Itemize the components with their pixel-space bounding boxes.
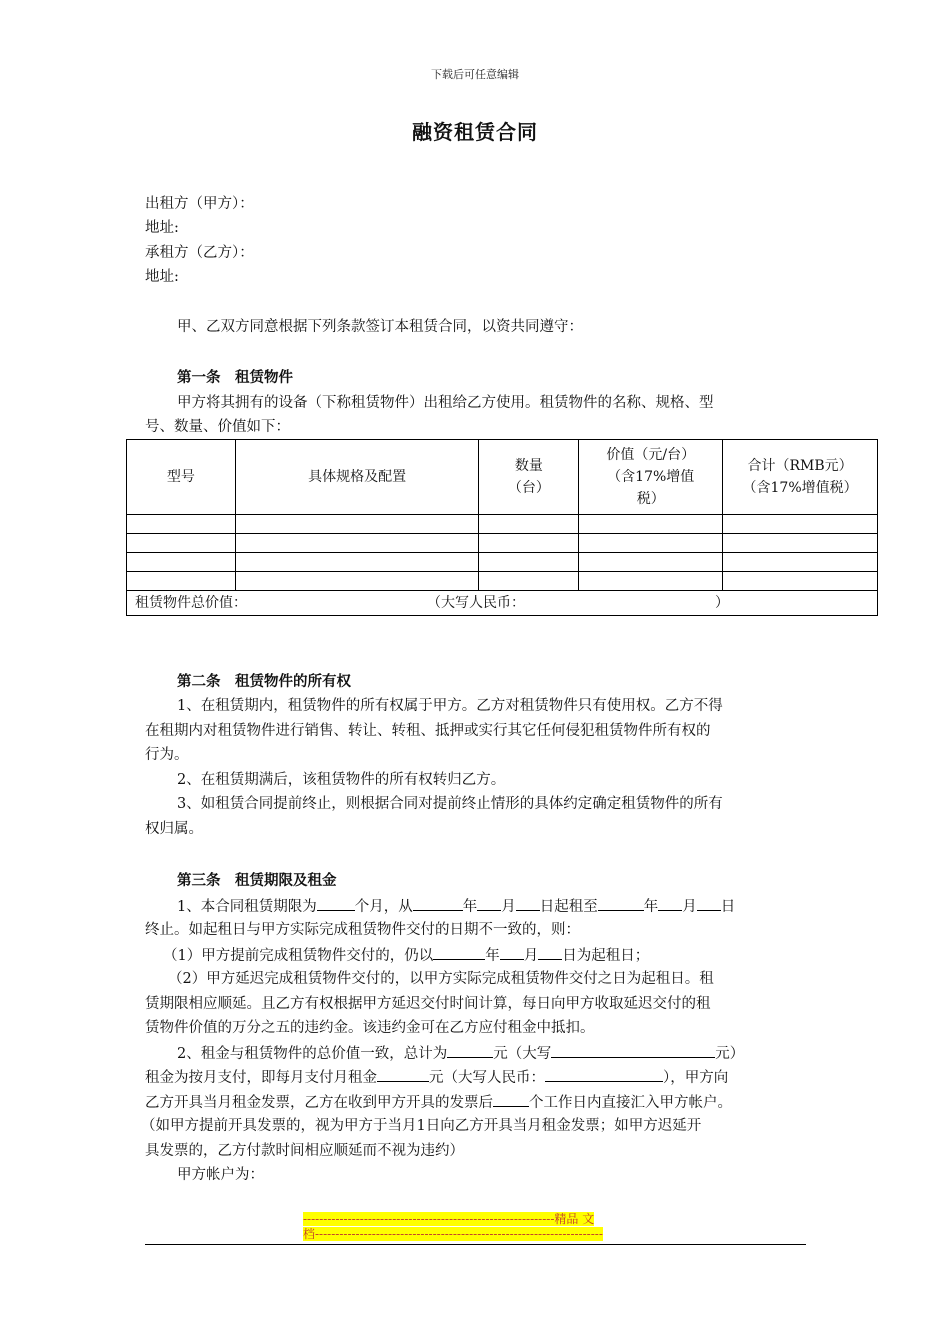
preamble: 甲、乙双方同意根据下列条款签订本租赁合同，以资共同遵守： bbox=[177, 319, 583, 335]
blank-lease-day[interactable] bbox=[538, 943, 562, 960]
article-2-text-5: 3、如租赁合同提前终止，则根据合同对提前终止情形的具体约定确定租赁物件的所有 bbox=[177, 796, 723, 812]
blank-start-year[interactable] bbox=[413, 894, 463, 911]
blank-monthly-rent[interactable] bbox=[377, 1065, 429, 1082]
blank-total-amount[interactable] bbox=[447, 1041, 493, 1058]
col-total-header: 合计（RMB元） （含17%增值税） bbox=[723, 440, 878, 515]
article-2-text-4: 2、在租赁期满后，该租赁物件的所有权转归乙方。 bbox=[177, 772, 506, 788]
lessor-address-label: 地址: bbox=[145, 220, 179, 236]
document-title: 融资租赁合同 bbox=[412, 120, 538, 144]
blank-working-days[interactable] bbox=[493, 1090, 529, 1107]
article-3-text-12: 甲方帐户为： bbox=[177, 1167, 264, 1183]
blank-start-month[interactable] bbox=[477, 894, 501, 911]
col-qty-header: 数量 （台） bbox=[479, 440, 579, 515]
lessee-label: 承租方（乙方）： bbox=[145, 245, 254, 261]
total-value-label: 租赁物件总价值： bbox=[135, 595, 247, 611]
blank-lease-month[interactable] bbox=[500, 943, 524, 960]
blank-end-day[interactable] bbox=[697, 894, 721, 911]
article-2-heading: 第二条 租赁物件的所有权 bbox=[177, 673, 351, 690]
total-words-open: （大写人民币： bbox=[427, 595, 525, 611]
total-value-cell[interactable] bbox=[127, 591, 878, 616]
blank-end-year[interactable] bbox=[598, 894, 644, 911]
table-row bbox=[127, 553, 878, 572]
footer-line-1: --------------------------------------------------------------精品 文 bbox=[303, 1212, 595, 1226]
article-1-heading: 第一条 租赁物件 bbox=[177, 369, 293, 386]
footer-watermark bbox=[303, 1212, 648, 1242]
article-3-text-2: 终止。如起租日与甲方实际完成租赁物件交付的日期不一致的，则： bbox=[145, 922, 580, 938]
article-3-text-11: 具发票的，乙方付款时间相应顺延而不视为违约） bbox=[145, 1143, 464, 1159]
table-header-row bbox=[127, 440, 878, 515]
article-3-text-10: （如甲方提前开具发票的，视为甲方于当月1日向乙方开具当月租金发票；如甲方迟延开 bbox=[141, 1118, 702, 1134]
article-3-text-9: 乙方开具当月租金发票，乙方在收到甲方开具的发票后 个工作日内直接汇入甲方帐户。 bbox=[145, 1090, 732, 1115]
article-2-text-1: 1、在租赁期内，租赁物件的所有权属于甲方。乙方对租赁物件只有使用权。乙方不得 bbox=[177, 698, 723, 714]
col-price-header: 价值（元/台） （含17%增值 税） bbox=[579, 440, 723, 515]
blank-total-words[interactable] bbox=[551, 1041, 715, 1058]
table-total-row bbox=[127, 591, 878, 616]
article-2-text-6: 权归属。 bbox=[145, 821, 203, 837]
article-3-text-3: （1）甲方提前完成租赁物件交付的，仍以 年 月 日为起租日； bbox=[163, 943, 649, 968]
article-3-text-8: 租金为按月支付，即每月支付月租金 元（大写人民币： ），甲方向 bbox=[145, 1065, 728, 1090]
blank-end-month[interactable] bbox=[658, 894, 682, 911]
article-3-text-7: 2、租金与租赁物件的总价值一致，总计为 元（大写 元） bbox=[177, 1041, 744, 1066]
article-3-text-5: 赁期限相应顺延。且乙方有权根据甲方延迟交付时间计算，每日向甲方收取延迟交付的租 bbox=[145, 996, 711, 1012]
blank-months[interactable] bbox=[317, 894, 355, 911]
table-row bbox=[127, 534, 878, 553]
total-words-close: ） bbox=[715, 595, 729, 611]
article-1-text-2: 号、数量、价值如下： bbox=[145, 419, 290, 435]
blank-lease-year[interactable] bbox=[433, 943, 485, 960]
article-3-heading: 第三条 租赁期限及租金 bbox=[177, 872, 337, 889]
article-1-text-1: 甲方将其拥有的设备（下称租赁物件）出租给乙方使用。租赁物件的名称、规格、型 bbox=[177, 395, 714, 411]
article-3-text-4: （2）甲方延迟完成租赁物件交付的，以甲方实际完成租赁物件交付之日为起租日。租 bbox=[168, 971, 714, 987]
table-row bbox=[127, 572, 878, 591]
lessee-address-label: 地址: bbox=[145, 269, 179, 285]
col-model-header: 型号 bbox=[127, 440, 236, 515]
leased-items-table bbox=[126, 439, 878, 616]
blank-monthly-rent-words[interactable] bbox=[545, 1065, 663, 1082]
article-2-text-2: 在租期内对租赁物件进行销售、转让、转租、抵押或实行其它任何侵犯租赁物件所有权的 bbox=[145, 723, 711, 739]
table-row bbox=[127, 515, 878, 534]
article-3-text-1: 1、本合同租赁期限为 个月，从 年 月 日起租至 年 月 日 bbox=[177, 894, 735, 919]
blank-start-day[interactable] bbox=[516, 894, 540, 911]
header-note: 下载后可任意编辑 bbox=[431, 68, 519, 81]
article-2-text-3: 行为。 bbox=[145, 747, 189, 763]
footer-line-2: 档----------------------------------------------------------------------- bbox=[303, 1227, 603, 1241]
col-spec-header: 具体规格及配置 bbox=[235, 440, 479, 515]
article-3-text-6: 赁物件价值的万分之五的违约金。该违约金可在乙方应付租金中抵扣。 bbox=[145, 1020, 595, 1036]
lessor-label: 出租方（甲方）： bbox=[145, 196, 254, 212]
footer-divider bbox=[145, 1244, 806, 1245]
